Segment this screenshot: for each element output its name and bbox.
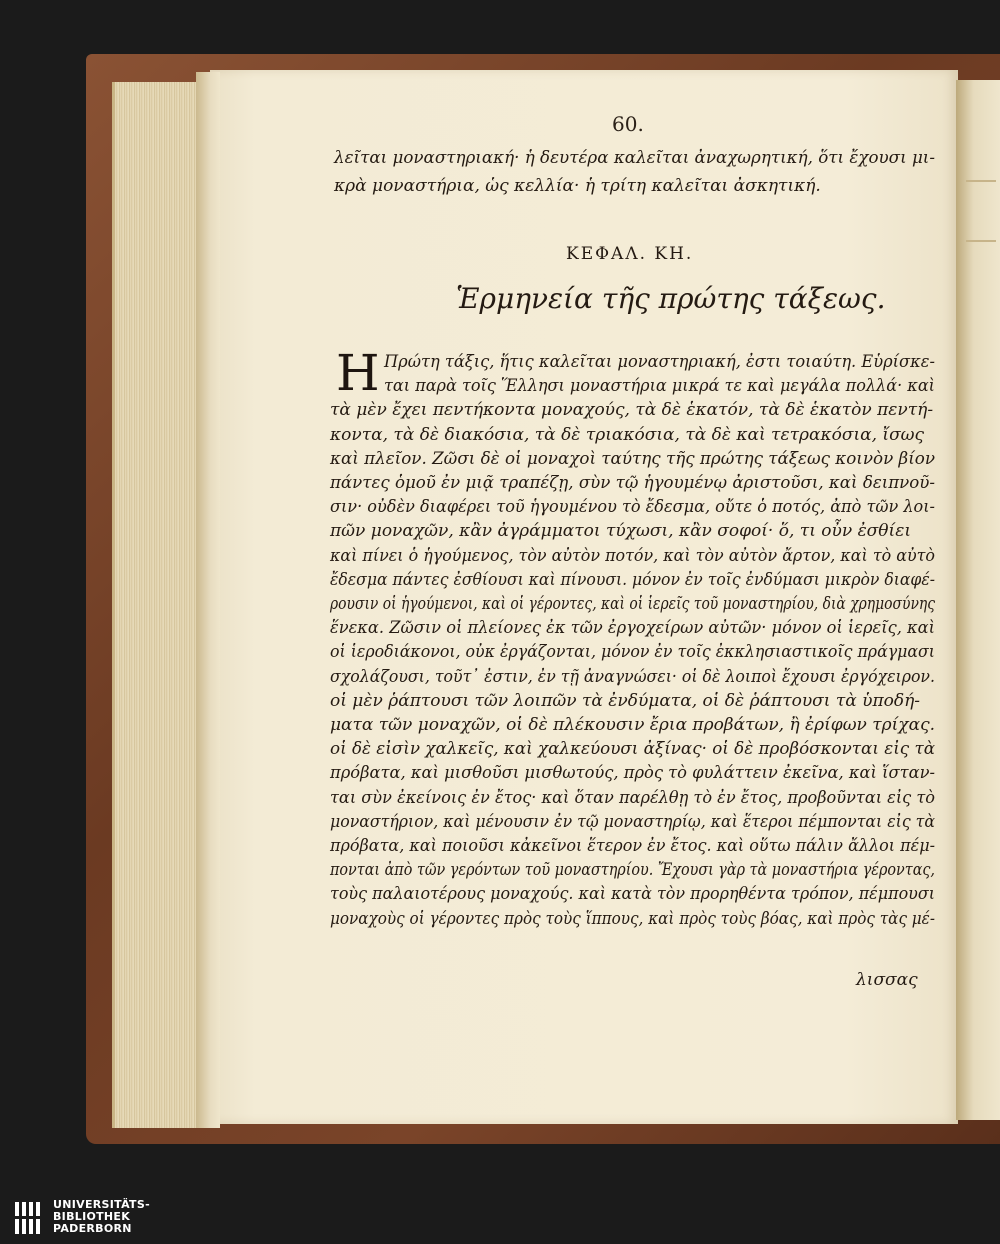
library-logo-icon (12, 1199, 46, 1237)
body-line: τὰ μὲν ἔχει πεντήκοντα μοναχούς, τὰ δὲ ἑκατόν, τὰ δὲ ἑκατὸν πεντή- (330, 400, 934, 421)
body-line: καὶ πλεῖον. Ζῶσι δὲ οἱ μοναχοὶ ταύτης τῆς πρώτης τάξεως κοινὸν βίον (330, 448, 935, 469)
body-line: ται παρὰ τοῖς Ἕλλησι μοναστήρια μικρά τε καὶ μεγάλα πολλά· καὶ (384, 376, 935, 397)
chapter-heading: ΚΕΦΑΛ. ΚΗ. (566, 244, 694, 264)
text-line: λεῖται μοναστηριακή· ἡ δευτέρα καλεῖται ἀναχωρητική, ὅτι ἔχουσι μι- (334, 148, 935, 168)
logo-line: BIBLIOTHEK (53, 1210, 131, 1223)
body-line: κοντα, τὰ δὲ διακόσια, τὰ δὲ τριακόσια, τὰ δὲ καὶ τετρακόσια, ἴσως (330, 424, 925, 445)
body-line: οἱ ἱεροδιάκονοι, οὐκ ἐργάζονται, μόνον ἐν τοῖς ἐκκλησιαστικοῖς πράγμασι (330, 642, 935, 663)
chapter-title: Ἑρμηνεία τῆς πρώτης τάξεως. (456, 282, 886, 315)
logo-line: PADERBORN (53, 1222, 132, 1235)
catchword: λισσας (856, 970, 918, 990)
body-line: καὶ πίνει ὁ ἡγούμενος, τὸν αὐτὸν ποτόν, καὶ τὸν αὐτὸν ἄρτον, καὶ τὸ αὐτὸ (330, 545, 935, 566)
body-line: πῶν μοναχῶν, κἂν ἀγράμματοι τύχωσι, κἂν σοφοί· ὅ, τι οὖν ἐσθίει (330, 521, 911, 542)
text-line: κρὰ μοναστήρια, ὡς κελλία· ἡ τρίτη καλεῖται ἀσκητική. (334, 176, 821, 196)
body-line: ται σὺν ἐκείνοις ἐν ἔτος· καὶ ὅταν παρέλθῃ τὸ ἐν ἔτος, προβοῦνται εἰς τὸ (330, 787, 935, 808)
body-line: πονται ἀπὸ τῶν γερόντων τοῦ μοναστηρίου. Ἔχουσι γὰρ τὰ μοναστήρια γέροντας, (330, 860, 935, 881)
body-line: ἔδεσμα πάντες ἐσθίουσι καὶ πίνουσι. μόνον ἐν τοῖς ἐνδύμασι μικρὸν διαφέ- (330, 569, 935, 590)
facing-page-mark (966, 180, 996, 182)
body-line: ματα τῶν μοναχῶν, οἱ δὲ πλέκουσιν ἔρια προβάτων, ἢ ἐρίφων τρίχας. (330, 715, 935, 735)
body-line: πρόβατα, καὶ ποιοῦσι κἀκεῖνοι ἕτερον ἐν ἔτος. καὶ οὕτω πάλιν ἄλλοι πέμ- (330, 836, 935, 856)
body-line: σχολάζουσι, τοῦτ᾽ ἐστιν, ἐν τῇ ἀναγνώσει· οἱ δὲ λοιποὶ ἔχουσι ἐργόχειρον. (330, 666, 935, 687)
body-line: Πρώτη τάξις, ἥτις καλεῖται μοναστηριακή, ἐστι τοιαύτη. Εὑρίσκε- (384, 352, 935, 372)
body-line: ἕνεκα. Ζῶσιν οἱ πλείονες ἐκ τῶν ἐργοχείρων αὐτῶν· μόνον οἱ ἱερεῖς, καὶ (330, 618, 935, 639)
body-line: πάντες ὁμοῦ ἐν μιᾷ τραπέζῃ, σὺν τῷ ἡγουμένῳ ἀριστοῦσι, καὶ δειπνοῦ- (330, 473, 935, 493)
footer-bar (0, 1194, 1000, 1244)
logo-line: UNIVERSITÄTS- (53, 1198, 150, 1211)
body-line: μοναχοὺς οἱ γέροντες πρὸς τοὺς ἵππους, καὶ πρὸς τοὺς βόας, καὶ πρὸς τὰς μέ- (330, 908, 935, 929)
drop-cap: Η (336, 344, 380, 402)
library-logo-text (53, 1199, 150, 1235)
body-line: σιν· οὐδὲν διαφέρει τοῦ ἡγουμένου τὸ ἔδεσμα, οὔτε ὁ ποτός, ἀπὸ τῶν λοι- (330, 497, 935, 518)
page-gutter (196, 72, 220, 1128)
body-line: τοὺς παλαιοτέρους μοναχούς. καὶ κατὰ τὸν προρηθέντα τρόπον, πέμπουσι (330, 884, 935, 905)
body-line: μοναστήριον, καὶ μένουσιν ἐν τῷ μοναστηρίῳ, καὶ ἕτεροι πέμπονται εἰς τὰ (330, 811, 935, 832)
body-line: οἱ δὲ εἰσὶν χαλκεῖς, καὶ χαλκεύουσι ἀξίνας· οἱ δὲ προβόσκονται εἰς τὰ (330, 739, 935, 760)
facing-page-mark (966, 240, 996, 242)
page-number: 60. (612, 112, 644, 136)
body-line: πρόβατα, καὶ μισθοῦσι μισθωτούς, πρὸς τὸ φυλάττειν ἐκεῖνα, καὶ ἵσταν- (330, 763, 935, 784)
facing-page-edge (956, 80, 1000, 1120)
body-line: οἱ μὲν ῥάπτουσι τῶν λοιπῶν τὰ ἐνδύματα, οἱ δὲ ῥάπτουσι τὰ ὑποδή- (330, 690, 921, 711)
body-line: ρουσιν οἱ ἡγούμενοι, καὶ οἱ γέροντες, καὶ οἱ ἱερεῖς τοῦ μοναστηρίου, διὰ χρημοσύνης (330, 594, 935, 614)
